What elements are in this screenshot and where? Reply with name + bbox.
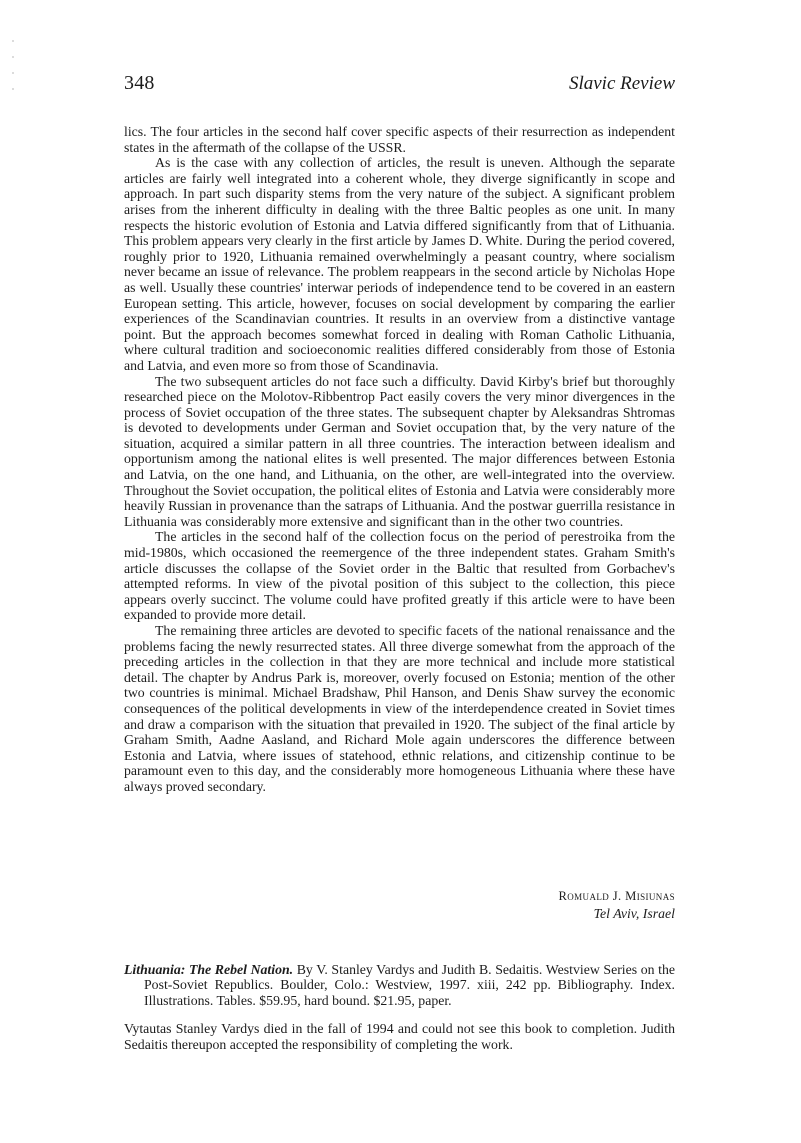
paragraph: The two subsequent articles do not face such a difficulty. David Kirby's brief but thoroughly researched piece on the Molotov-Ribbentrop Pact easily covers the very minor divergences in the process of Soviet occupation of the three states. The subsequent chapter by Aleksandras Shtromas is devoted to developments under German and Soviet occupation that, by the very nature of the situation, acquired a similar pattern in all three countries. The interaction between idealism and opportunism among the national elites is well presented. The major differences between Estonia and Latvia, on the one hand, and Lithuania, on the other, are well-integrated into the overview. Throughout the Soviet occupation, the political elites of Estonia and Latvia were considerably more heavily Russian in provenance than the satraps of Lithuania. And the postwar guerrilla resistance in Lithuania was considerably more extensive and significant than in the other two countries. bbox=[124, 373, 675, 529]
page-number: 348 bbox=[124, 72, 155, 94]
citation-details: By V. Stanley Vardys and Judith B. Sedaitis. Westview Series on the Post-Soviet Republics. Boulder, Colo.: Westview, 1997. xiii, 242 pp. Bibliography. Index. Illustrations. Tables. $59.95, hard bound. $21.95, paper. bbox=[144, 962, 675, 1008]
paragraph-continued: lics. The four articles in the second half cover specific aspects of their resurrection as independent states in the aftermath of the collapse of the USSR. bbox=[124, 124, 675, 155]
citation-entry bbox=[124, 962, 675, 1008]
article-body bbox=[124, 124, 675, 795]
reviewer-name: Romuald J. Misiunas bbox=[558, 889, 675, 903]
scan-edge-marks bbox=[12, 40, 16, 140]
paragraph: As is the case with any collection of articles, the result is uneven. Although the separate articles are fairly well integrated into a coherent whole, they diverge significantly in scope and approach. In part such disparity stems from the very nature of the subject. A significant problem arises from the inherent difficulty in dealing with the three Baltic peoples as one unit. In many respects the historic evolution of Estonia and Latvia differed significantly from that of Lithuania. This problem appears very clearly in the first article by James D. White. During the period covered, roughly prior to 1920, Lithuania remained overwhelmingly a peasant country, where socialism never became an issue of relevance. The problem reappears in the second article by Nicholas Hope as well. Usually these countries' interwar periods of independence tend to be covered in an eastern European setting. This article, however, focuses on social development by comparing the earlier experiences of the Scandinavian countries. It results in an overview from a distinctive vantage point. But the approach becomes somewhat forced in dealing with Roman Catholic Lithuania, where cultural tradition and socioeconomic realities differed considerably from those of Estonia and Latvia, and even more so from those of Scandinavia. bbox=[124, 155, 675, 373]
reviewer-location: Tel Aviv, Israel bbox=[593, 906, 675, 921]
paragraph: The articles in the second half of the collection focus on the period of perestroika from the mid-1980s, which occasioned the reemergence of the three independent states. Graham Smith's article discusses the collapse of the Soviet order in the Baltic that resulted from Gorbachev's attempted reforms. In view of the pivotal position of this subject to the collection, this piece appears overly succinct. The volume could have profited greatly if this article were to have been expanded to provide more detail. bbox=[124, 529, 675, 623]
journal-name: Slavic Review bbox=[568, 73, 675, 94]
book-citation bbox=[124, 962, 675, 1008]
paragraph: The remaining three articles are devoted to specific facets of the national renaissance and the problems facing the newly resurrected states. All three diverge somewhat from the approach of the preceding articles in the collection in that they are more technical and include more statistical detail. The chapter by Andrus Park is, moreover, overly focused on Estonia; mention of the other two countries is minimal. Michael Bradshaw, Phil Hanson, and Denis Shaw survey the economic consequences of the political developments in view of the interdependence created in Soviet times and draw a comparison with the situation that prevailed in 1920. The subject of the final article by Graham Smith, Aadne Aasland, and Richard Mole again underscores the difference between Estonia and Latvia, where issues of statehood, ethnic relations, and citizenship continue to be paramount even to this day, and the considerably more homogeneous Lithuania where these have always proved secondary. bbox=[124, 623, 675, 794]
reviewer-signature bbox=[558, 888, 675, 922]
page-header bbox=[124, 72, 675, 95]
next-review-opening: Vytautas Stanley Vardys died in the fall of 1994 and could not see this book to completion. Judith Sedaitis thereupon accepted the responsibility of completing the work. bbox=[124, 1021, 675, 1052]
book-title: Lithuania: The Rebel Nation. bbox=[124, 962, 294, 977]
